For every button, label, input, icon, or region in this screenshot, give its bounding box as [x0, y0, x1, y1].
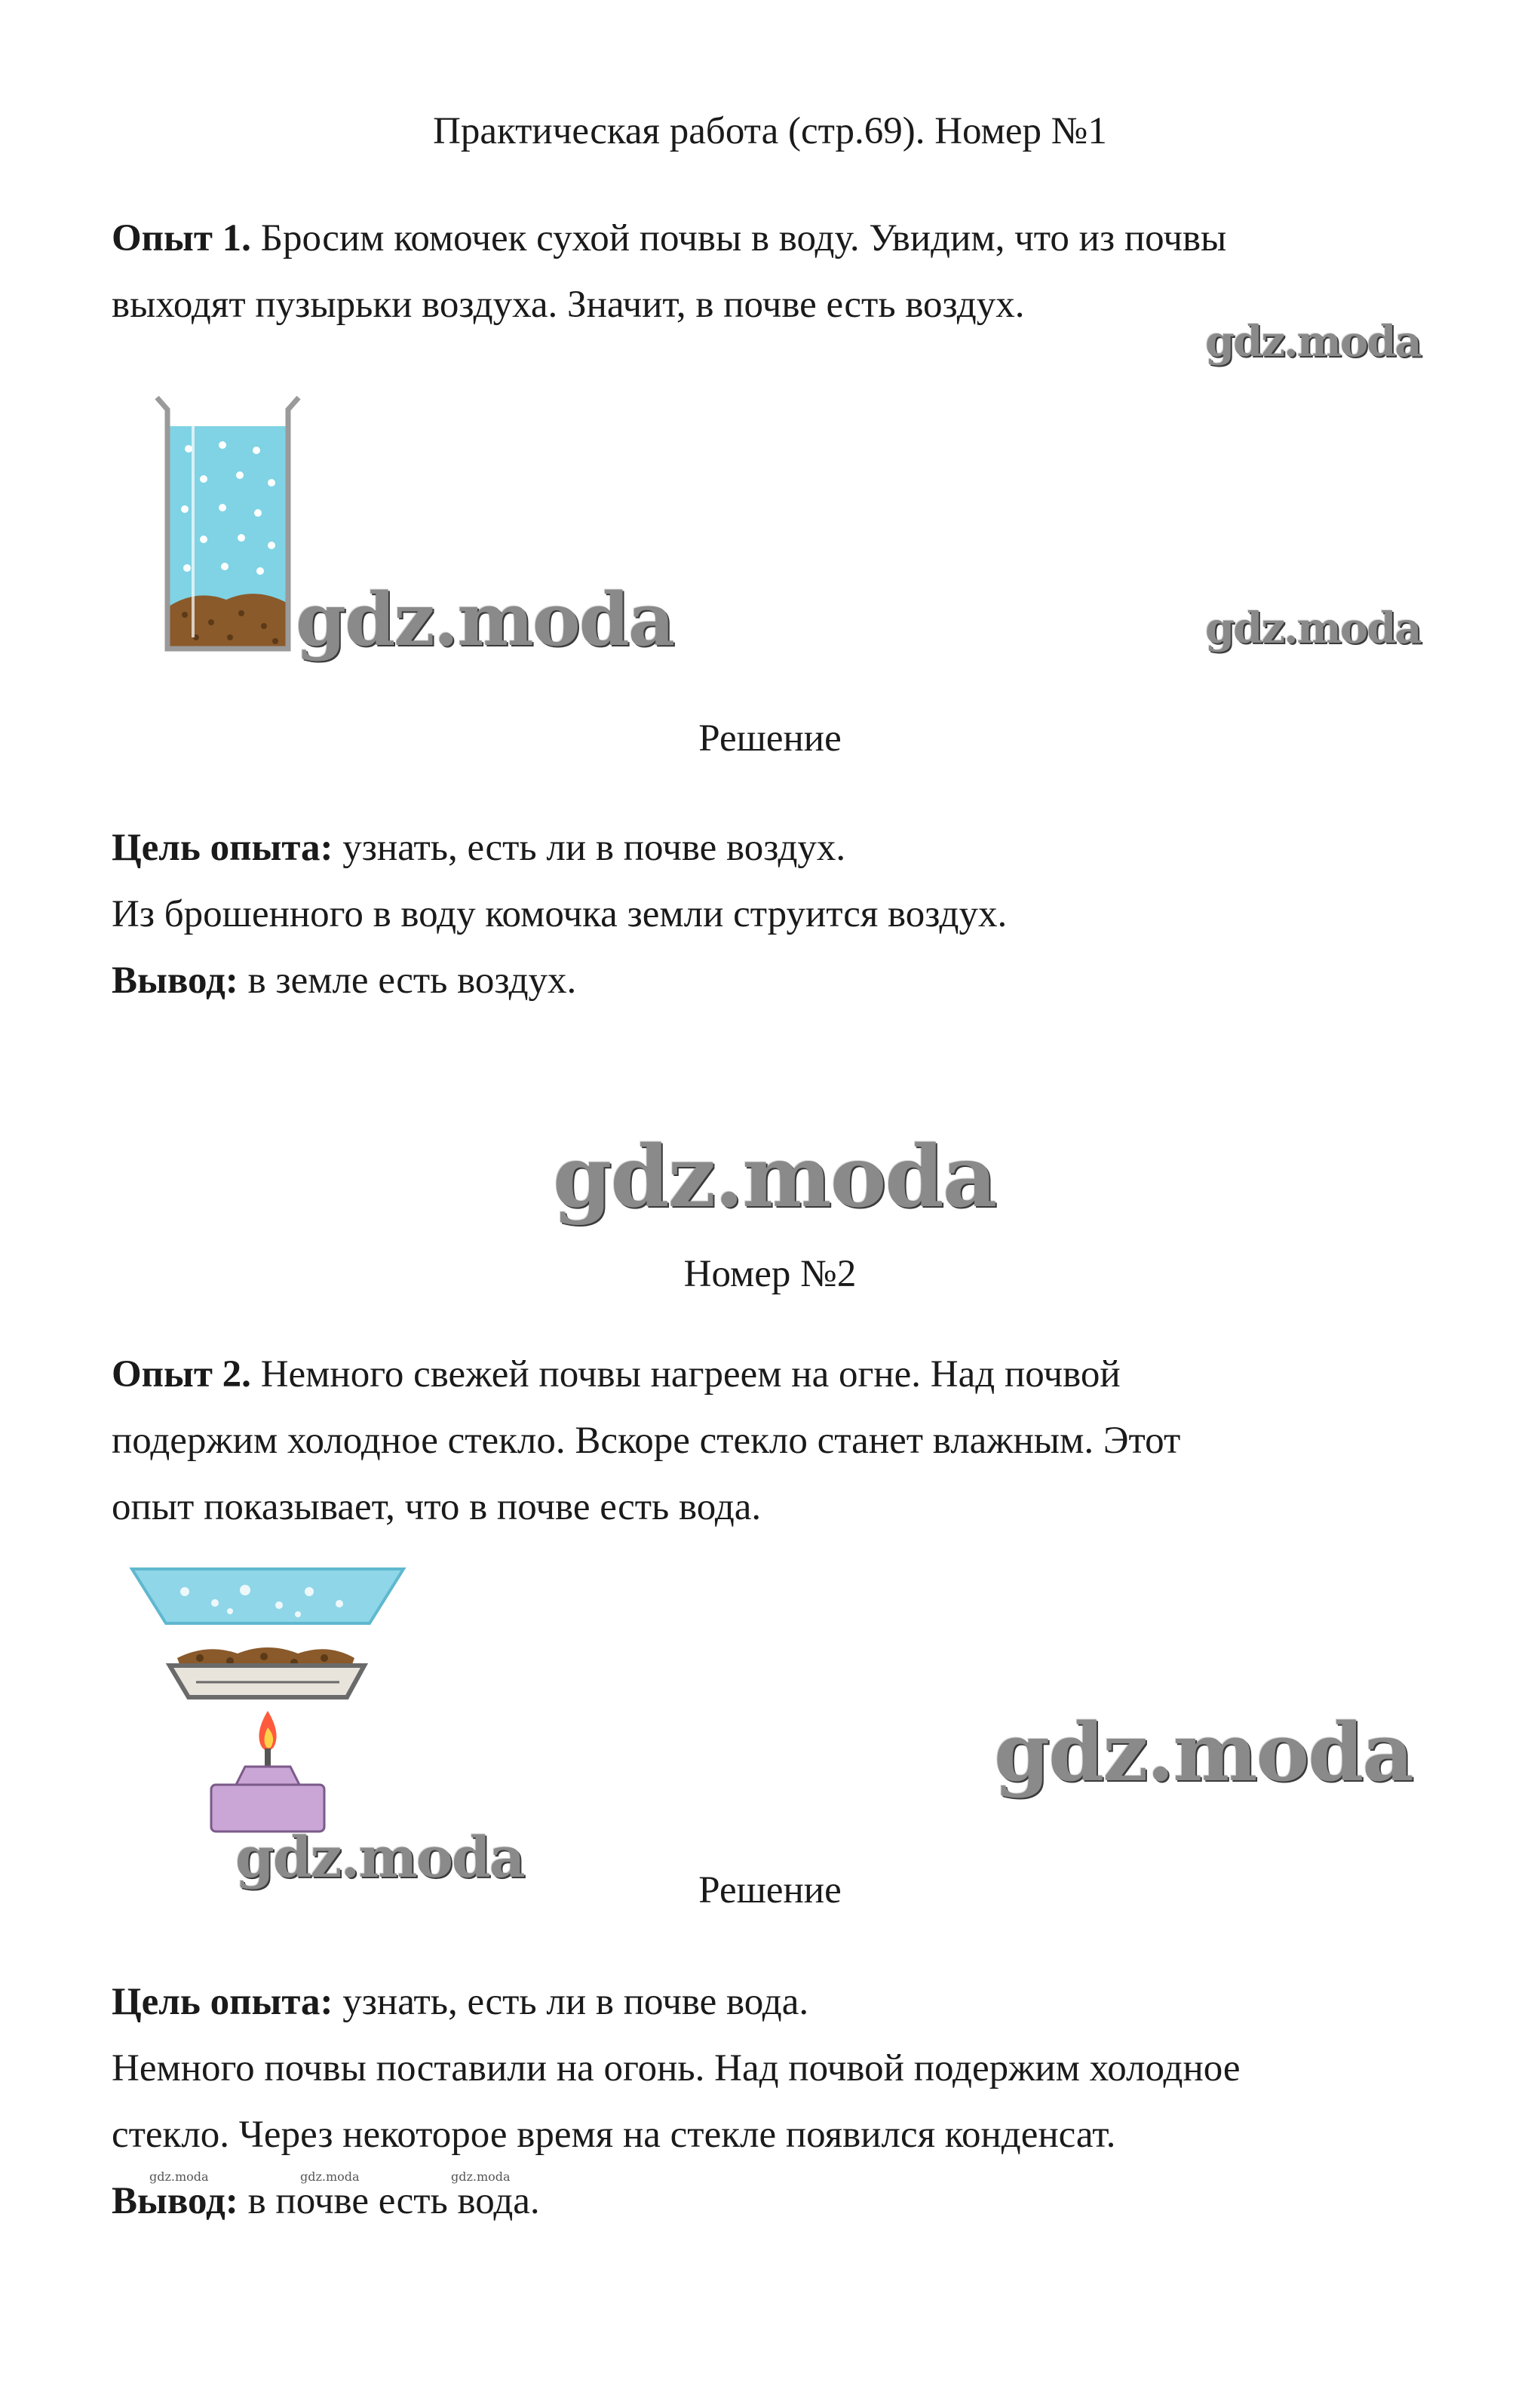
goal-text: узнать, есть ли в почве воздух. — [333, 827, 846, 869]
solution-heading-2: Решение — [698, 1869, 842, 1911]
watermark: gdz.moda — [235, 1825, 524, 1890]
watermark: gdz.moda — [1205, 603, 1421, 653]
experiment-2-text-line1 — [112, 1341, 1121, 1408]
experiment-2-label: Опыт 2. — [112, 1353, 251, 1396]
watermark: gdz.moda — [296, 577, 674, 662]
experiment-1-label: Опыт 1. — [112, 217, 251, 259]
conclusion-text: в земле есть воздух. — [238, 960, 577, 1002]
goal-line-1 — [112, 815, 845, 881]
goal-text: узнать, есть ли в почве вода. — [333, 1981, 809, 2023]
watermark-small: gdz.moda — [149, 2169, 209, 2184]
watermark-small: gdz.moda — [300, 2169, 360, 2184]
conclusion-line-2 — [112, 2168, 540, 2234]
watermark: gdz.moda — [553, 1128, 996, 1227]
observation-1: Из брошенного в воду комочка земли струится воздух. — [112, 893, 1008, 935]
observation-2-line1: Немного почвы поставили на огонь. Над почвой подержим холодное — [112, 2047, 1241, 2089]
observation-2-line2: стекло. Через некоторое время на стекле появился конденсат. — [112, 2114, 1116, 2156]
heating-soil-illustration — [124, 1561, 411, 1841]
experiment-2-text: Немного свежей почвы нагреем на огне. Над почвой — [250, 1353, 1121, 1396]
experiment-2-text-line3: опыт показывает, что в почве есть вода. — [112, 1486, 762, 1528]
experiment-1-text-line1 — [112, 205, 1226, 272]
solution-heading-1: Решение — [698, 717, 842, 760]
watermark-small: gdz.moda — [451, 2169, 511, 2184]
experiment-1-text: Бросим комочек сухой почвы в воду. Увидим, что из почвы — [250, 217, 1227, 259]
watermark: gdz.moda — [994, 1705, 1413, 1799]
task-2-heading: Номер №2 — [683, 1253, 857, 1295]
conclusion-label: Вывод: — [112, 960, 238, 1002]
conclusion-text: в почве есть вода. — [238, 2180, 540, 2222]
beaker-illustration — [151, 388, 309, 660]
goal-label: Цель опыта: — [112, 827, 333, 869]
conclusion-label: Вывод: — [112, 2180, 238, 2222]
watermark: gdz.moda — [1205, 317, 1421, 367]
goal-label: Цель опыта: — [112, 1981, 333, 2023]
experiment-2-text-line2: подержим холодное стекло. Вскоре стекло станет влажным. Этот — [112, 1420, 1181, 1462]
page-title: Практическая работа (стр.69). Номер №1 — [433, 110, 1107, 152]
experiment-1-text-line2: выходят пузырьки воздуха. Значит, в почве есть воздух. — [112, 284, 1025, 326]
conclusion-line-1 — [112, 947, 576, 1014]
goal-line-2 — [112, 1969, 808, 2035]
